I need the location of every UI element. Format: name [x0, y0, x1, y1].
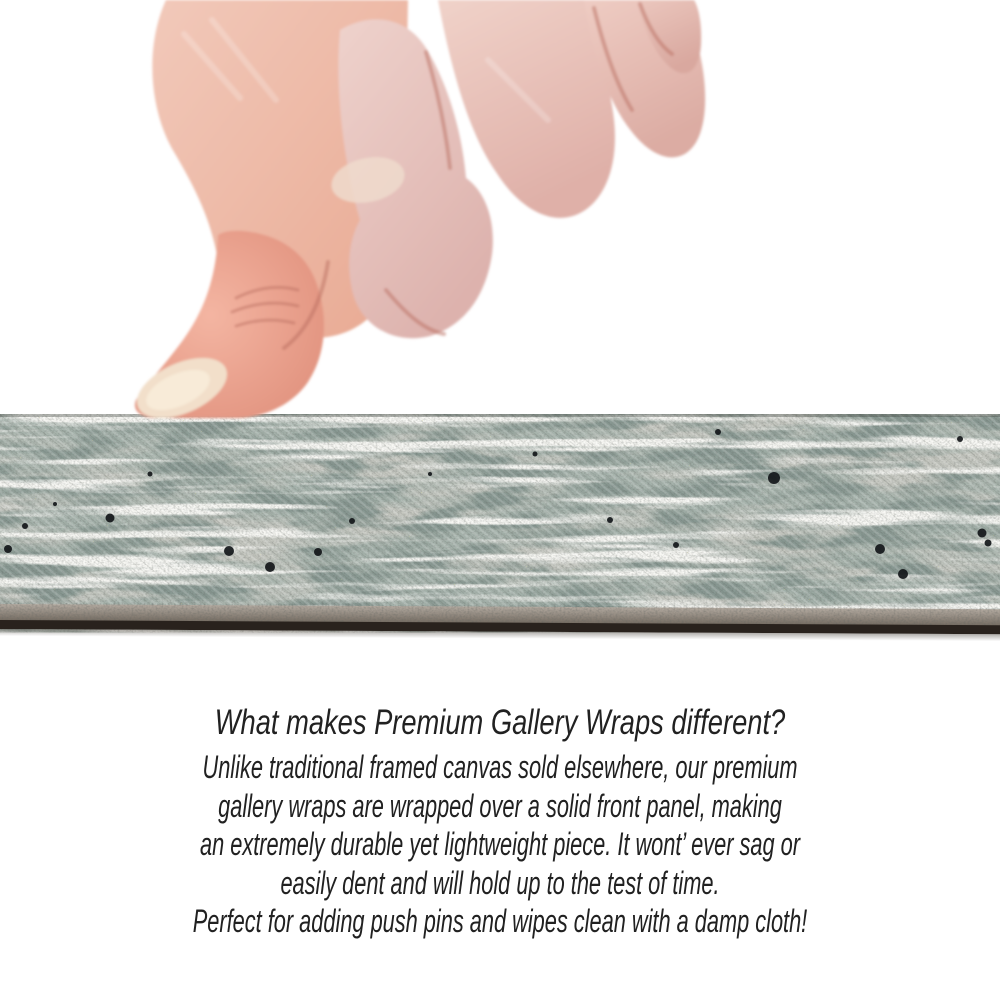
canvas-edge-photo	[0, 414, 1000, 654]
canvas-texture-group	[0, 414, 1000, 622]
hand-photo	[88, 0, 710, 424]
canvas-bottom-edge	[0, 604, 1000, 641]
info-line-5: Perfect for adding push pins and wipes clean with a damp cloth!	[192, 903, 808, 939]
info-body	[160, 748, 840, 941]
info-line-4: easily dent and will hold up to the test of time.	[280, 864, 720, 901]
info-line-3: an extremely durable yet lightweight piece. It wont’ ever sag or	[200, 826, 800, 862]
info-heading: What makes Premium Gallery Wraps different?	[214, 703, 786, 742]
info-line-1: Unlike traditional framed canvas sold elsewhere, our premium	[202, 749, 798, 785]
info-text-block	[0, 700, 1000, 941]
info-line-2: gallery wraps are wrapped over a solid front panel, making	[218, 787, 782, 824]
